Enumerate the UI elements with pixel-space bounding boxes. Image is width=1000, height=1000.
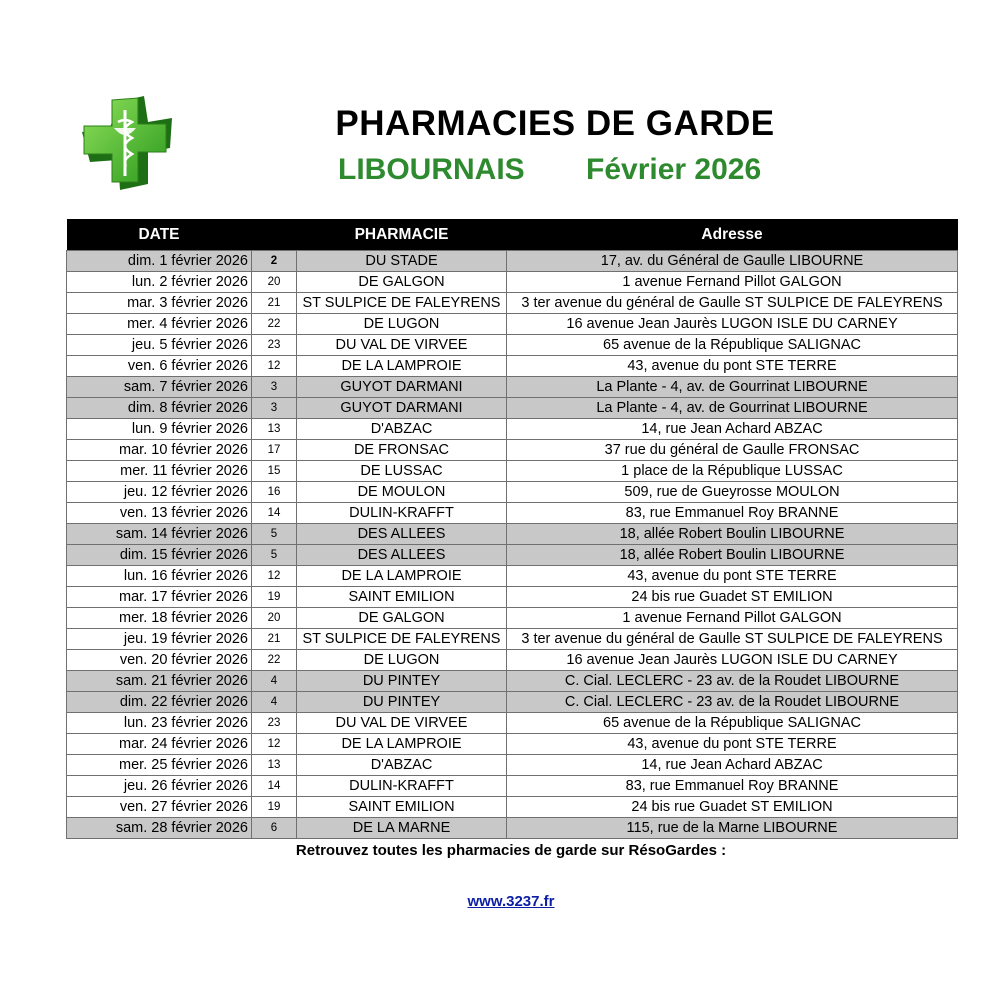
zone-number-cell: 5: [252, 545, 297, 566]
table-row: [67, 335, 958, 356]
date-cell: mar. 24 février 2026: [67, 734, 252, 755]
pharmacy-name-cell: SAINT EMILION: [297, 797, 507, 818]
date-cell: mar. 17 février 2026: [67, 587, 252, 608]
zone-number-cell: 3: [252, 398, 297, 419]
address-cell: 115, rue de la Marne LIBOURNE: [507, 818, 958, 839]
pharmacy-name-cell: ST SULPICE DE FALEYRENS: [297, 293, 507, 314]
table-row: [67, 503, 958, 524]
pharmacy-name-cell: DE LUGON: [297, 650, 507, 671]
pharmacy-name-cell: DULIN-KRAFFT: [297, 776, 507, 797]
pharmacy-name-cell: DE LA LAMPROIE: [297, 734, 507, 755]
table-row: [67, 545, 958, 566]
table-row: [67, 671, 958, 692]
address-cell: 17, av. du Général de Gaulle LIBOURNE: [507, 251, 958, 272]
zone-number-cell: 4: [252, 671, 297, 692]
address-cell: 509, rue de Gueyrosse MOULON: [507, 482, 958, 503]
table-row: [67, 419, 958, 440]
pharmacy-name-cell: DES ALLEES: [297, 545, 507, 566]
address-cell: 24 bis rue Guadet ST EMILION: [507, 587, 958, 608]
table-row: [67, 797, 958, 818]
zone-number-cell: 19: [252, 587, 297, 608]
address-cell: 16 avenue Jean Jaurès LUGON ISLE DU CARNEY: [507, 650, 958, 671]
table-row: [67, 608, 958, 629]
address-cell: C. Cial. LECLERC - 23 av. de la Roudet LIBOURNE: [507, 692, 958, 713]
footer-link-wrapper: [0, 893, 1000, 910]
date-cell: jeu. 26 février 2026: [67, 776, 252, 797]
zone-number-cell: 23: [252, 335, 297, 356]
address-cell: 18, allée Robert Boulin LIBOURNE: [507, 545, 958, 566]
zone-number-cell: 13: [252, 755, 297, 776]
column-header-date: DATE: [67, 219, 252, 251]
address-cell: C. Cial. LECLERC - 23 av. de la Roudet LIBOURNE: [507, 671, 958, 692]
pharmacy-name-cell: DU PINTEY: [297, 692, 507, 713]
table-row: [67, 440, 958, 461]
table-row: [67, 629, 958, 650]
table-header-row: [67, 219, 958, 251]
table-row: [67, 776, 958, 797]
table-row: [67, 377, 958, 398]
zone-number-cell: 13: [252, 419, 297, 440]
date-cell: lun. 23 février 2026: [67, 713, 252, 734]
zone-number-cell: 21: [252, 293, 297, 314]
zone-number-cell: 14: [252, 776, 297, 797]
table-row: [67, 692, 958, 713]
date-cell: dim. 1 février 2026: [67, 251, 252, 272]
address-cell: 1 avenue Fernand Pillot GALGON: [507, 608, 958, 629]
date-cell: sam. 7 février 2026: [67, 377, 252, 398]
pharmacy-name-cell: DE LA MARNE: [297, 818, 507, 839]
date-cell: mar. 3 février 2026: [67, 293, 252, 314]
pharmacy-name-cell: D'ABZAC: [297, 419, 507, 440]
zone-number-cell: 22: [252, 314, 297, 335]
column-header-pharmacy: PHARMACIE: [297, 219, 507, 251]
table-row: [67, 587, 958, 608]
address-cell: 1 place de la République LUSSAC: [507, 461, 958, 482]
pharmacy-name-cell: DE LUGON: [297, 314, 507, 335]
date-cell: dim. 15 février 2026: [67, 545, 252, 566]
address-cell: 83, rue Emmanuel Roy BRANNE: [507, 776, 958, 797]
address-cell: 43, avenue du pont STE TERRE: [507, 566, 958, 587]
pharmacy-schedule-table: [66, 219, 958, 839]
zone-number-cell: 23: [252, 713, 297, 734]
month-subtitle: Février 2026: [586, 153, 762, 186]
zone-number-cell: 12: [252, 734, 297, 755]
zone-number-cell: 22: [252, 650, 297, 671]
address-cell: 16 avenue Jean Jaurès LUGON ISLE DU CARNEY: [507, 314, 958, 335]
address-cell: La Plante - 4, av. de Gourrinat LIBOURNE: [507, 377, 958, 398]
column-header-number: [252, 219, 297, 251]
date-cell: mer. 11 février 2026: [67, 461, 252, 482]
pharmacy-name-cell: DE LA LAMPROIE: [297, 566, 507, 587]
zone-number-cell: 5: [252, 524, 297, 545]
address-cell: 43, avenue du pont STE TERRE: [507, 356, 958, 377]
date-cell: jeu. 12 février 2026: [67, 482, 252, 503]
date-cell: lun. 16 février 2026: [67, 566, 252, 587]
pharmacy-name-cell: DE GALGON: [297, 608, 507, 629]
table-row: [67, 713, 958, 734]
zone-number-cell: 17: [252, 440, 297, 461]
footer-text: Retrouvez toutes les pharmacies de garde sur RésoGardes :: [295, 842, 727, 859]
zone-number-cell: 12: [252, 356, 297, 377]
pharmacy-name-cell: DU STADE: [297, 251, 507, 272]
zone-number-cell: 21: [252, 629, 297, 650]
table-row: [67, 314, 958, 335]
date-cell: mer. 4 février 2026: [67, 314, 252, 335]
table-row: [67, 461, 958, 482]
pharmacy-name-cell: DE LUSSAC: [297, 461, 507, 482]
table-row: [67, 755, 958, 776]
zone-number-cell: 19: [252, 797, 297, 818]
date-cell: jeu. 5 février 2026: [67, 335, 252, 356]
pharmacy-name-cell: DE FRONSAC: [297, 440, 507, 461]
table-row: [67, 650, 958, 671]
pharmacy-name-cell: DU PINTEY: [297, 671, 507, 692]
date-cell: dim. 8 février 2026: [67, 398, 252, 419]
table-row: [67, 272, 958, 293]
pharmacy-name-cell: DE MOULON: [297, 482, 507, 503]
date-cell: lun. 9 février 2026: [67, 419, 252, 440]
date-cell: lun. 2 février 2026: [67, 272, 252, 293]
address-cell: 3 ter avenue du général de Gaulle ST SULPICE DE FALEYRENS: [507, 293, 958, 314]
zone-number-cell: 20: [252, 272, 297, 293]
zone-number-cell: 16: [252, 482, 297, 503]
date-cell: sam. 28 février 2026: [67, 818, 252, 839]
pharmacy-cross-logo: [78, 96, 174, 190]
page-title: PHARMACIES DE GARDE: [335, 104, 775, 143]
pharmacy-name-cell: DE LA LAMPROIE: [297, 356, 507, 377]
zone-number-cell: 14: [252, 503, 297, 524]
zone-number-cell: 12: [252, 566, 297, 587]
pharmacy-name-cell: DE GALGON: [297, 272, 507, 293]
date-cell: jeu. 19 février 2026: [67, 629, 252, 650]
date-cell: ven. 20 février 2026: [67, 650, 252, 671]
column-header-address: Adresse: [507, 219, 958, 251]
zone-number-cell: 15: [252, 461, 297, 482]
pharmacy-name-cell: SAINT EMILION: [297, 587, 507, 608]
zone-number-cell: 3: [252, 377, 297, 398]
address-cell: 65 avenue de la République SALIGNAC: [507, 335, 958, 356]
table-row: [67, 398, 958, 419]
pharmacy-name-cell: GUYOT DARMANI: [297, 398, 507, 419]
date-cell: sam. 14 février 2026: [67, 524, 252, 545]
table-row: [67, 251, 958, 272]
pharmacy-name-cell: D'ABZAC: [297, 755, 507, 776]
address-cell: 24 bis rue Guadet ST EMILION: [507, 797, 958, 818]
date-cell: mer. 25 février 2026: [67, 755, 252, 776]
table-row: [67, 566, 958, 587]
pharmacy-name-cell: GUYOT DARMANI: [297, 377, 507, 398]
table-row: [67, 293, 958, 314]
table-row: [67, 356, 958, 377]
address-cell: 83, rue Emmanuel Roy BRANNE: [507, 503, 958, 524]
table-row: [67, 482, 958, 503]
date-cell: sam. 21 février 2026: [67, 671, 252, 692]
address-cell: 1 avenue Fernand Pillot GALGON: [507, 272, 958, 293]
address-cell: 37 rue du général de Gaulle FRONSAC: [507, 440, 958, 461]
address-cell: 3 ter avenue du général de Gaulle ST SULPICE DE FALEYRENS: [507, 629, 958, 650]
zone-number-cell: 20: [252, 608, 297, 629]
pharmacy-name-cell: DU VAL DE VIRVEE: [297, 713, 507, 734]
zone-number-cell: 4: [252, 692, 297, 713]
date-cell: ven. 27 février 2026: [67, 797, 252, 818]
zone-number-cell: 6: [252, 818, 297, 839]
date-cell: ven. 6 février 2026: [67, 356, 252, 377]
region-subtitle: LIBOURNAIS: [338, 153, 525, 186]
address-cell: 18, allée Robert Boulin LIBOURNE: [507, 524, 958, 545]
address-cell: 14, rue Jean Achard ABZAC: [507, 755, 958, 776]
pharmacy-name-cell: ST SULPICE DE FALEYRENS: [297, 629, 507, 650]
pharmacy-name-cell: DULIN-KRAFFT: [297, 503, 507, 524]
date-cell: mer. 18 février 2026: [67, 608, 252, 629]
address-cell: 43, avenue du pont STE TERRE: [507, 734, 958, 755]
pharmacy-name-cell: DU VAL DE VIRVEE: [297, 335, 507, 356]
address-cell: 65 avenue de la République SALIGNAC: [507, 713, 958, 734]
resogardes-link[interactable]: www.3237.fr: [467, 893, 555, 910]
address-cell: 14, rue Jean Achard ABZAC: [507, 419, 958, 440]
date-cell: ven. 13 février 2026: [67, 503, 252, 524]
address-cell: La Plante - 4, av. de Gourrinat LIBOURNE: [507, 398, 958, 419]
date-cell: mar. 10 février 2026: [67, 440, 252, 461]
date-cell: dim. 22 février 2026: [67, 692, 252, 713]
table-row: [67, 818, 958, 839]
zone-number-cell: 2: [252, 251, 297, 272]
table-row: [67, 524, 958, 545]
table-row: [67, 734, 958, 755]
pharmacy-name-cell: DES ALLEES: [297, 524, 507, 545]
